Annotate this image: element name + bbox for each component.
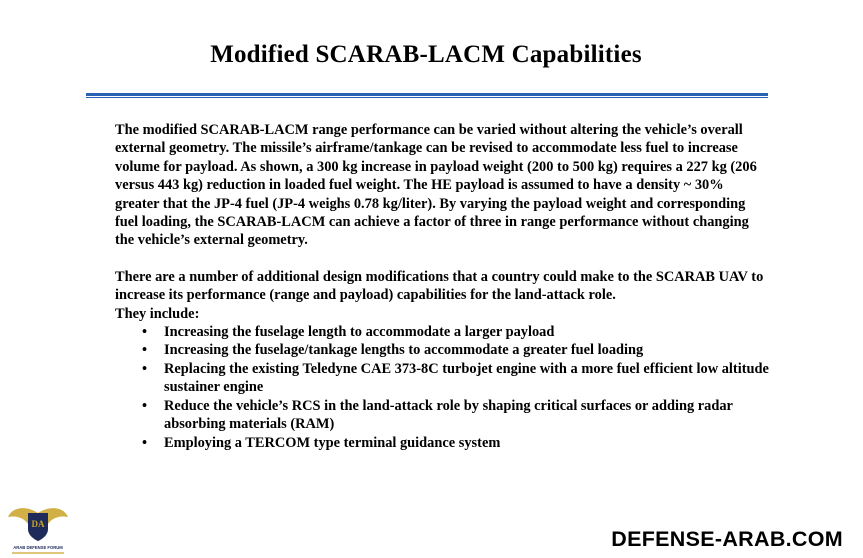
paragraph-range-performance: The modified SCARAB-LACM range performance can be varied without altering the vehicle’s overall external geometry. The missile’s airframe/tankage can be revised to accommodate less fuel to increase volume for payload. As shown, a 300 kg increase in payload weight (200 to 500 kg) requires a 227 kg (206 versus 443 kg) reduction in loaded fuel weight. The HE payload is assumed to have a density ~ 30% greater that the JP-4 fuel (JP-4 weighs 0.78 kg/liter). By varying the payload weight and corresponding fuel loading, the SCARAB-LACM can achieve a factor of three in range performance without changing the vehicle’s external geometry. (115, 122, 757, 249)
bullet-icon: • (142, 434, 148, 451)
list-item (142, 323, 770, 341)
paragraph-design-modifications: There are a number of additional design modifications that a country could make to the SCARAB UAV to increase its performance (range and payload) capabilities for the land-attack role. (115, 268, 764, 304)
logo-caption: ARAB DEFENSE FORUM (13, 545, 63, 550)
title-divider-thin (86, 97, 768, 98)
modification-list (115, 323, 770, 452)
list-item-text: Increasing the fuselage length to accommodate a larger payload (164, 324, 555, 341)
forum-logo-icon (6, 503, 70, 558)
list-item (142, 434, 770, 452)
bullet-icon: • (142, 324, 148, 341)
list-item-text: Replacing the existing Teledyne CAE 373-8C turbojet engine with a more fuel efficient low altitude sustainer engine (164, 360, 769, 396)
list-item (142, 341, 770, 359)
logo-underline (12, 552, 64, 554)
list-item-text: Increasing the fuselage/tankage lengths to accommodate a greater fuel loading (164, 342, 644, 359)
site-watermark: DEFENSE-ARAB.COM (611, 527, 843, 551)
list-item (142, 360, 770, 397)
title-divider (86, 93, 768, 98)
slide-title: Modified SCARAB-LACM Capabilities (210, 41, 642, 68)
list-item-text: Reduce the vehicle’s RCS in the land-attack role by shaping critical surfaces or adding radar absorbing materials (RAM) (164, 397, 733, 433)
bullet-icon: • (142, 342, 148, 359)
bullet-icon: • (142, 360, 148, 377)
logo-monogram: DA (31, 519, 45, 529)
list-item (142, 397, 770, 434)
slide-body (115, 121, 770, 452)
they-include-label: They include: (115, 305, 200, 322)
list-item-text: Employing a TERCOM type terminal guidance system (164, 434, 501, 451)
bullet-icon: • (142, 397, 148, 414)
title-divider-thick (86, 93, 768, 96)
